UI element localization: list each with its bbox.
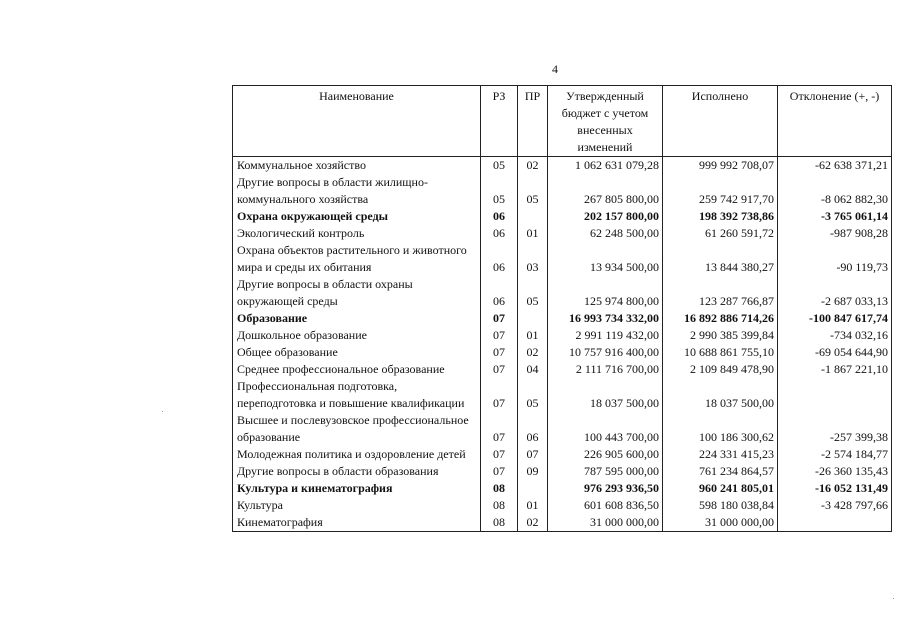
cell-executed: 13 844 380,27 bbox=[663, 242, 778, 276]
cell-rz: 07 bbox=[481, 412, 518, 446]
table-body bbox=[233, 157, 892, 532]
cell-pr: 04 bbox=[518, 361, 548, 378]
cell-pr: 05 bbox=[518, 276, 548, 310]
cell-name: Охрана объектов растительного и животного мира и среды их обитания bbox=[233, 242, 481, 276]
cell-executed: 18 037 500,00 bbox=[663, 378, 778, 412]
header-pr: ПР bbox=[518, 86, 548, 157]
cell-executed: 224 331 415,23 bbox=[663, 446, 778, 463]
cell-approved-budget: 31 000 000,00 bbox=[548, 514, 663, 532]
cell-name: Среднее профессиональное образование bbox=[233, 361, 481, 378]
cell-rz: 06 bbox=[481, 242, 518, 276]
table-header-row bbox=[233, 86, 892, 157]
cell-name: Дошкольное образование bbox=[233, 327, 481, 344]
cell-rz: 07 bbox=[481, 327, 518, 344]
cell-approved-budget: 226 905 600,00 bbox=[548, 446, 663, 463]
cell-executed: 16 892 886 714,26 bbox=[663, 310, 778, 327]
cell-executed: 31 000 000,00 bbox=[663, 514, 778, 532]
cell-deviation: -3 428 797,66 bbox=[778, 497, 892, 514]
cell-pr bbox=[518, 310, 548, 327]
cell-pr: 05 bbox=[518, 174, 548, 208]
cell-name: Профессиональная подготовка, переподготовка и повышение квалификации bbox=[233, 378, 481, 412]
cell-rz: 07 bbox=[481, 361, 518, 378]
cell-deviation: -3 765 061,14 bbox=[778, 208, 892, 225]
cell-pr: 02 bbox=[518, 514, 548, 532]
cell-approved-budget: 267 805 800,00 bbox=[548, 174, 663, 208]
header-deviation: Отклонение (+, -) bbox=[778, 86, 892, 157]
cell-deviation: -8 062 882,30 bbox=[778, 174, 892, 208]
scan-speck bbox=[162, 411, 163, 412]
cell-pr: 07 bbox=[518, 446, 548, 463]
table-row bbox=[233, 225, 892, 242]
cell-deviation: -100 847 617,74 bbox=[778, 310, 892, 327]
table-row bbox=[233, 463, 892, 480]
cell-name: Образование bbox=[233, 310, 481, 327]
table-row bbox=[233, 242, 892, 276]
cell-approved-budget: 16 993 734 332,00 bbox=[548, 310, 663, 327]
cell-executed: 61 260 591,72 bbox=[663, 225, 778, 242]
table-row bbox=[233, 361, 892, 378]
header-rz: РЗ bbox=[481, 86, 518, 157]
cell-pr: 09 bbox=[518, 463, 548, 480]
cell-pr: 02 bbox=[518, 157, 548, 175]
cell-pr: 06 bbox=[518, 412, 548, 446]
cell-name: Другие вопросы в области охраны окружающей среды bbox=[233, 276, 481, 310]
cell-executed: 2 990 385 399,84 bbox=[663, 327, 778, 344]
cell-deviation: -62 638 371,21 bbox=[778, 157, 892, 175]
header-approved-budget: Утвержденный бюджет с учетом внесенных изменений bbox=[548, 86, 663, 157]
cell-pr: 01 bbox=[518, 497, 548, 514]
cell-approved-budget: 18 037 500,00 bbox=[548, 378, 663, 412]
cell-deviation: -26 360 135,43 bbox=[778, 463, 892, 480]
cell-deviation: -69 054 644,90 bbox=[778, 344, 892, 361]
cell-executed: 259 742 917,70 bbox=[663, 174, 778, 208]
cell-pr: 01 bbox=[518, 225, 548, 242]
cell-executed: 2 109 849 478,90 bbox=[663, 361, 778, 378]
table-row bbox=[233, 157, 892, 175]
cell-approved-budget: 1 062 631 079,28 bbox=[548, 157, 663, 175]
table-row bbox=[233, 310, 892, 327]
cell-rz: 08 bbox=[481, 514, 518, 532]
cell-name: Охрана окружающей среды bbox=[233, 208, 481, 225]
cell-executed: 100 186 300,62 bbox=[663, 412, 778, 446]
header-name: Наименование bbox=[233, 86, 481, 157]
cell-name: Кинематография bbox=[233, 514, 481, 532]
cell-executed: 761 234 864,57 bbox=[663, 463, 778, 480]
cell-deviation: -2 687 033,13 bbox=[778, 276, 892, 310]
page-number: 4 bbox=[552, 62, 558, 76]
cell-approved-budget: 10 757 916 400,00 bbox=[548, 344, 663, 361]
cell-executed: 10 688 861 755,10 bbox=[663, 344, 778, 361]
cell-pr: 02 bbox=[518, 344, 548, 361]
table-row bbox=[233, 497, 892, 514]
cell-approved-budget: 202 157 800,00 bbox=[548, 208, 663, 225]
cell-executed: 999 992 708,07 bbox=[663, 157, 778, 175]
cell-rz: 08 bbox=[481, 497, 518, 514]
table-row bbox=[233, 412, 892, 446]
table-row bbox=[233, 378, 892, 412]
table-row bbox=[233, 208, 892, 225]
header-executed: Исполнено bbox=[663, 86, 778, 157]
table-row bbox=[233, 344, 892, 361]
cell-rz: 05 bbox=[481, 174, 518, 208]
cell-approved-budget: 62 248 500,00 bbox=[548, 225, 663, 242]
table-row bbox=[233, 480, 892, 497]
cell-deviation: -257 399,38 bbox=[778, 412, 892, 446]
cell-name: Общее образование bbox=[233, 344, 481, 361]
cell-deviation: -1 867 221,10 bbox=[778, 361, 892, 378]
cell-rz: 07 bbox=[481, 344, 518, 361]
cell-name: Другие вопросы в области жилищно-коммунального хозяйства bbox=[233, 174, 481, 208]
cell-executed: 198 392 738,86 bbox=[663, 208, 778, 225]
cell-rz: 07 bbox=[481, 463, 518, 480]
cell-approved-budget: 100 443 700,00 bbox=[548, 412, 663, 446]
cell-name: Экологический контроль bbox=[233, 225, 481, 242]
cell-name: Культура bbox=[233, 497, 481, 514]
cell-approved-budget: 2 111 716 700,00 bbox=[548, 361, 663, 378]
cell-rz: 07 bbox=[481, 446, 518, 463]
cell-deviation: -734 032,16 bbox=[778, 327, 892, 344]
cell-deviation: -987 908,28 bbox=[778, 225, 892, 242]
cell-executed: 123 287 766,87 bbox=[663, 276, 778, 310]
table-row bbox=[233, 446, 892, 463]
cell-rz: 06 bbox=[481, 225, 518, 242]
cell-approved-budget: 976 293 936,50 bbox=[548, 480, 663, 497]
cell-executed: 598 180 038,84 bbox=[663, 497, 778, 514]
table-row bbox=[233, 327, 892, 344]
table-row bbox=[233, 174, 892, 208]
cell-name: Культура и кинематография bbox=[233, 480, 481, 497]
cell-approved-budget: 2 991 119 432,00 bbox=[548, 327, 663, 344]
cell-name: Коммунальное хозяйство bbox=[233, 157, 481, 175]
cell-rz: 06 bbox=[481, 208, 518, 225]
cell-deviation: -16 052 131,49 bbox=[778, 480, 892, 497]
cell-pr: 03 bbox=[518, 242, 548, 276]
cell-approved-budget: 787 595 000,00 bbox=[548, 463, 663, 480]
cell-rz: 07 bbox=[481, 378, 518, 412]
cell-name: Молодежная политика и оздоровление детей bbox=[233, 446, 481, 463]
cell-rz: 08 bbox=[481, 480, 518, 497]
cell-deviation: -2 574 184,77 bbox=[778, 446, 892, 463]
scan-speck bbox=[893, 598, 894, 599]
cell-rz: 06 bbox=[481, 276, 518, 310]
cell-deviation: -90 119,73 bbox=[778, 242, 892, 276]
table-row bbox=[233, 276, 892, 310]
budget-execution-table bbox=[232, 85, 892, 532]
cell-approved-budget: 601 608 836,50 bbox=[548, 497, 663, 514]
cell-deviation bbox=[778, 514, 892, 532]
cell-pr bbox=[518, 208, 548, 225]
cell-approved-budget: 13 934 500,00 bbox=[548, 242, 663, 276]
cell-name: Высшее и послевузовское профессиональное образование bbox=[233, 412, 481, 446]
cell-name: Другие вопросы в области образования bbox=[233, 463, 481, 480]
cell-deviation bbox=[778, 378, 892, 412]
cell-pr: 01 bbox=[518, 327, 548, 344]
cell-executed: 960 241 805,01 bbox=[663, 480, 778, 497]
table-row bbox=[233, 514, 892, 532]
cell-rz: 07 bbox=[481, 310, 518, 327]
cell-pr: 05 bbox=[518, 378, 548, 412]
cell-approved-budget: 125 974 800,00 bbox=[548, 276, 663, 310]
cell-rz: 05 bbox=[481, 157, 518, 175]
cell-pr bbox=[518, 480, 548, 497]
